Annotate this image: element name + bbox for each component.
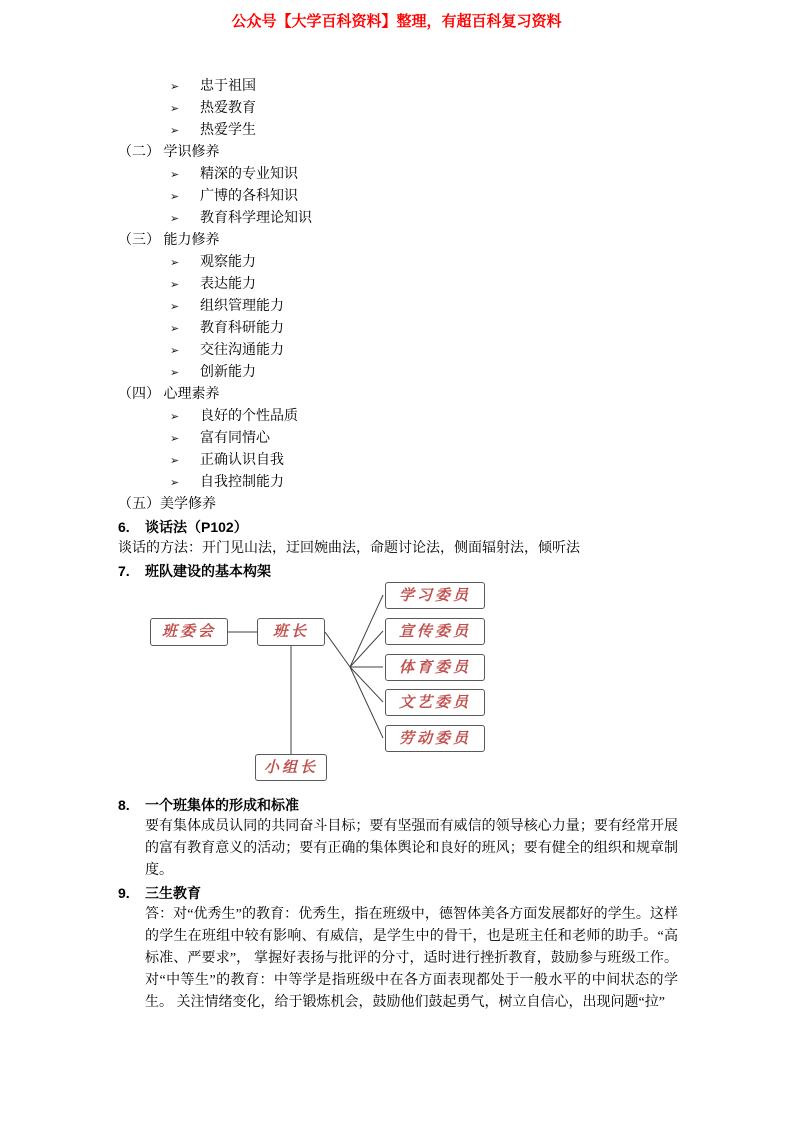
bullet-item: [118, 120, 678, 142]
page-header: 公众号【大学百科资料】整理，有超百科复习资料: [231, 14, 562, 30]
bullet-item: [118, 428, 678, 450]
bullet-item: [118, 252, 678, 274]
bullet-text: 观察能力: [200, 255, 256, 270]
org-chart: [118, 582, 678, 794]
bullet-text: 精深的专业知识: [200, 167, 298, 182]
bullet-item: [118, 296, 678, 318]
bullet-text: 组织管理能力: [200, 299, 284, 314]
bullet-item: [118, 340, 678, 362]
outline-heading: （三） 能力修养: [118, 233, 220, 248]
bullet-item: [118, 186, 678, 208]
section-heading: [118, 794, 678, 816]
arrow-bullet-icon: ➢: [170, 410, 180, 423]
bullet-item: [118, 318, 678, 340]
bullet-text: 自我控制能力: [200, 475, 284, 490]
arrow-bullet-icon: ➢: [170, 432, 180, 445]
arrow-bullet-icon: ➢: [170, 476, 180, 489]
bullet-item: [118, 98, 678, 120]
bullet-item: [118, 362, 678, 384]
arrow-bullet-icon: ➢: [170, 168, 180, 181]
outline-heading: （二） 学识修养: [118, 145, 220, 160]
arrow-bullet-icon: ➢: [170, 454, 180, 467]
section-heading: [118, 560, 678, 582]
bullet-text: 教育科研能力: [200, 321, 284, 336]
bullet-item: [118, 450, 678, 472]
connector-line: [350, 631, 383, 667]
heading-number: 6.: [118, 519, 130, 535]
arrow-bullet-icon: ➢: [170, 102, 180, 115]
diagram-box-publicity-committee: 宣传委员: [385, 618, 485, 645]
diagram-box-study-committee: 学习委员: [385, 582, 485, 609]
bullet-item: [118, 208, 678, 230]
connector-line: [350, 667, 383, 738]
arrow-bullet-icon: ➢: [170, 278, 180, 291]
connector-lines: [118, 582, 678, 794]
outline-heading: （五）美学修养: [118, 497, 216, 512]
bullet-text: 交往沟通能力: [200, 343, 284, 358]
arrow-bullet-icon: ➢: [170, 322, 180, 335]
bullet-item: [118, 406, 678, 428]
arrow-bullet-icon: ➢: [170, 80, 180, 93]
section-heading: [118, 882, 678, 904]
arrow-bullet-icon: ➢: [170, 124, 180, 137]
arrow-bullet-icon: ➢: [170, 300, 180, 313]
heading-number: 8.: [118, 797, 130, 813]
bullet-item: [118, 76, 678, 98]
diagram-box-group-leader: 小组长: [255, 754, 327, 781]
bullet-item: [118, 164, 678, 186]
heading-title: 一个班集体的形成和标准: [145, 797, 299, 813]
diagram-box-class-committee: 班委会: [150, 618, 228, 646]
arrow-bullet-icon: ➢: [170, 212, 180, 225]
diagram-box-arts-committee: 文艺委员: [385, 689, 485, 716]
document-content: [118, 76, 678, 1014]
heading-title: 三生教育: [145, 885, 201, 901]
bullet-text: 创新能力: [200, 365, 256, 380]
outline-heading: （四） 心理素养: [118, 387, 220, 402]
heading-number: 9.: [118, 885, 130, 901]
connector-line: [350, 667, 383, 702]
arrow-bullet-icon: ➢: [170, 190, 180, 203]
bullet-text: 良好的个性品质: [200, 409, 298, 424]
heading-title: 谈话法（P102）: [145, 519, 248, 535]
arrow-bullet-icon: ➢: [170, 256, 180, 269]
arrow-bullet-icon: ➢: [170, 344, 180, 357]
arrow-bullet-icon: ➢: [170, 366, 180, 379]
heading-title: 班队建设的基本构架: [145, 563, 271, 579]
paragraph: 谈话的方法：开门见山法，迂回婉曲法，命题讨论法，侧面辐射法，倾听法: [118, 541, 580, 556]
bullet-item: [118, 472, 678, 494]
bullet-text: 富有同情心: [200, 431, 270, 446]
bullet-text: 热爱学生: [200, 123, 256, 138]
bullet-text: 表达能力: [200, 277, 256, 292]
connector-line: [350, 595, 383, 667]
connector-line: [325, 632, 350, 667]
section-heading: [118, 516, 678, 538]
bullet-text: 热爱教育: [200, 101, 256, 116]
diagram-box-monitor: 班长: [257, 618, 325, 646]
bullet-item: [118, 274, 678, 296]
paragraph: 要有集体成员认同的共同奋斗目标；要有坚强而有威信的领导核心力量；要有经常开展的富有教育意义的活动；要有正确的集体舆论和良好的班风；要有健全的组织和规章制度。: [145, 819, 678, 878]
bullet-text: 忠于祖国: [200, 79, 256, 94]
bullet-text: 广博的各科知识: [200, 189, 298, 204]
paragraph: 答：对“优秀生”的教育：优秀生，指在班级中，德智体美各方面发展都好的学生。这样的学生在班组中较有影响、有威信，是学生中的骨干，也是班主任和老师的助手。“高标准、严要求”， 掌握好表扬与批评的分寸，适时进行挫折教育，鼓励参与班级工作。对“中等生”的教育：中等学是指班级中在各方面表现都处于一般水平的中间状态的学生。 关注情绪变化，给于锻炼机会，鼓励他们鼓起勇气，树立自信心，出现问题“拉”: [145, 907, 678, 1010]
heading-number: 7.: [118, 563, 130, 579]
diagram-box-sports-committee: 体育委员: [385, 654, 485, 681]
diagram-box-labor-committee: 劳动委员: [385, 725, 485, 752]
bullet-text: 教育科学理论知识: [200, 211, 312, 226]
bullet-text: 正确认识自我: [200, 453, 284, 468]
